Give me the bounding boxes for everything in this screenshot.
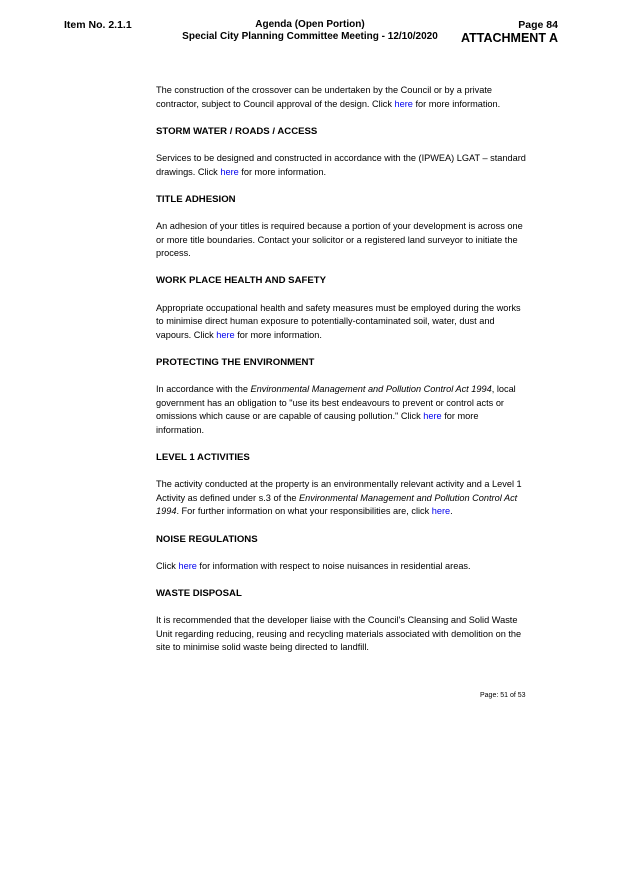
- noise-paragraph: Click here for information with respect to noise nuisances in residential areas.: [156, 560, 471, 571]
- page-footer: Page: 51 of 53: [480, 692, 526, 699]
- title-adhesion-heading: TITLE ADHESION: [156, 193, 236, 205]
- meeting-header: [150, 19, 470, 43]
- whs-link[interactable]: here: [216, 329, 235, 340]
- act-name: Environmental Management and Pollution Control Act 1994: [250, 384, 492, 395]
- crossover-paragraph: The construction of the crossover can be undertaken by the Council or by a private contractor, subject to Council approval of the design. Click here for more information.: [156, 85, 501, 109]
- level1-heading: LEVEL 1 ACTIVITIES: [156, 452, 250, 464]
- waste-paragraph: It is recommended that the developer liaise with the Council's Cleansing and Solid Waste Unit regarding reducing, reusing and recycling materials associated with demolition on the site to minimise solid waste being directed to landfill.: [156, 615, 522, 653]
- environment-link[interactable]: here: [423, 411, 442, 422]
- storm-paragraph: Services to be designed and constructed in accordance with the (IPWEA) LGAT – standard drawings. Click here for more information.: [156, 152, 526, 177]
- page-header: [461, 19, 558, 45]
- crossover-link[interactable]: here: [394, 98, 413, 109]
- meeting-title: Special City Planning Committee Meeting - 12/10/2020: [182, 31, 438, 42]
- waste-heading: WASTE DISPOSAL: [156, 587, 242, 599]
- noise-link[interactable]: here: [178, 560, 197, 571]
- whs-heading: WORK PLACE HEALTH AND SAFETY: [156, 275, 327, 287]
- level1-link[interactable]: here: [431, 506, 451, 517]
- whs-paragraph: Appropriate occupational health and safety measures must be employed during the works to minimise direct human exposure to potentially-contaminated soil, water, dust and vapours. Click here for more information.: [156, 302, 521, 340]
- attachment-label: ATTACHMENT A: [461, 31, 558, 45]
- document-body: [156, 84, 528, 655]
- agenda-title: Agenda (Open Portion): [255, 19, 365, 30]
- noise-heading: NOISE REGULATIONS: [156, 533, 258, 545]
- environment-heading: PROTECTING THE ENVIRONMENT: [156, 356, 315, 368]
- storm-heading: STORM WATER / ROADS / ACCESS: [156, 125, 318, 137]
- title-adhesion-paragraph: An adhesion of your titles is required because a portion of your development is across one or more title boundaries. Contact your solicitor or a registered land surveyor to initiate the process.: [156, 220, 523, 259]
- act-name: Environmental Management and Pollution Control Act 1994: [156, 492, 518, 517]
- page-number: Page 84: [518, 19, 558, 31]
- storm-link[interactable]: here: [220, 166, 239, 177]
- item-number: Item No. 2.1.1: [64, 19, 132, 31]
- environment-paragraph: In accordance with the Environmental Management and Pollution Control Act 1994, local government has an obligation to "use its best endeavours to prevent or control acts or omissions which cause or are capable of causing pollution." Click here for more information.: [156, 384, 516, 435]
- level1-paragraph: The activity conducted at the property is an environmentally relevant activity and a Level 1 Activity as defined under s.3 of the Environmental Management and Pollution Control Act 1994. For further information on what your responsibilities are, click here.: [156, 479, 522, 517]
